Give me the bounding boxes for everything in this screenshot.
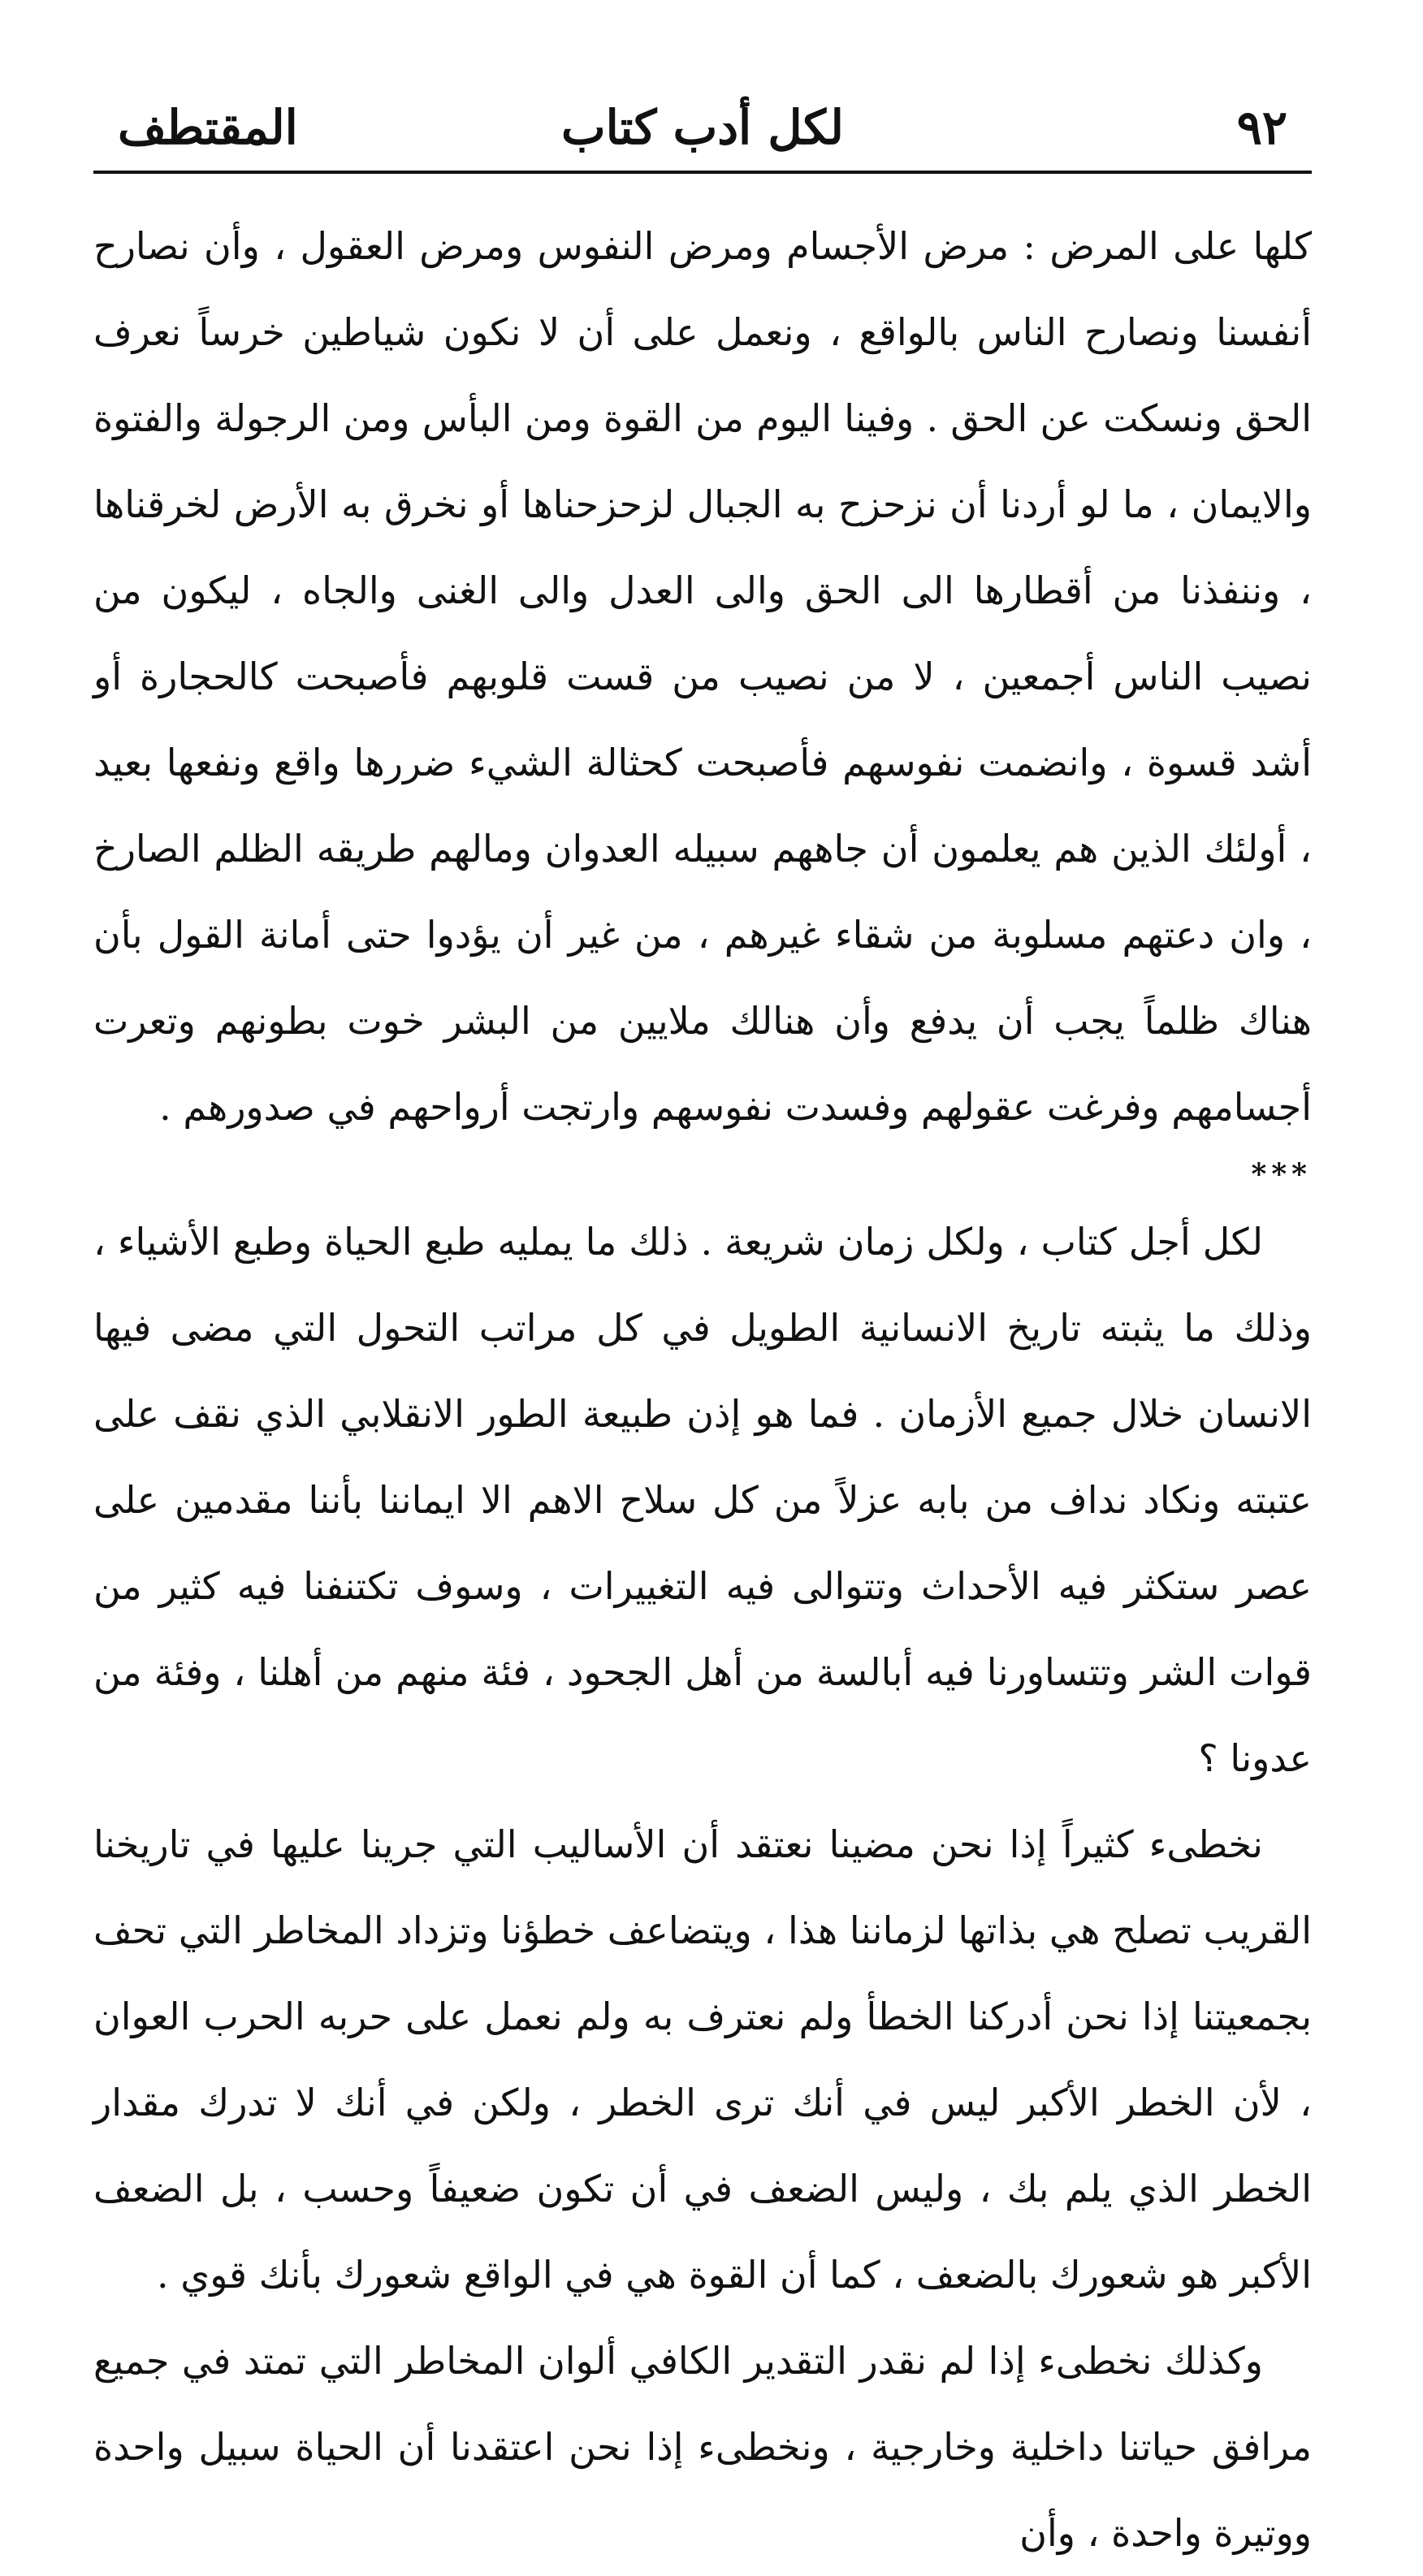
document-page	[93, 89, 1312, 2555]
paragraph: وكذلك نخطىء إذا لم نقدر التقدير الكافي ألوان المخاطر التي تمتد في جميع مرافق حياتنا داخلية وخارجية ، ونخطىء إذا نحن اعتقدنا أن الحياة سبيل واحدة ووتيرة واحدة ، وأن	[93, 2339, 1312, 2555]
article-body	[93, 203, 1312, 2576]
paragraph: كلها على المرض : مرض الأجسام ومرض النفوس ومرض العقول ، وأن نصارح أنفسنا ونصارح الناس بالواقع ، ونعمل على أن لا نكون شياطين خرساً نعرف الحق ونسكت عن الحق . وفينا اليوم من القوة ومن البأس ومن الرجولة والفتوة والايمان ، ما لو أردنا أن نزحزح به الجبال لزحزحناها أو نخرق به الأرض لخرقناها ، وننفذنا من أقطارها الى الحق والى العدل والى الغنى والجاه ، ليكون من نصيب الناس أجمعين ، لا من نصيب من قست قلوبهم فأصبحت كالحجارة أو أشد قسوة ، وانضمت نفوسهم فأصبحت كحثالة الشيء ضررها واقع ونفعها بعيد ، أولئك الذين هم يعلمون أن جاههم سبيله العدوان ومالهم طريقه الظلم الصارخ ، وان دعتهم مسلوبة من شقاء غيرهم ، من غير أن يؤدوا حتى أمانة القول بأن هناك ظلماً يجب أن يدفع وأن هنالك ملايين من البشر خوت بطونهم وتعرت أجسامهم وفرغت عقولهم وفسدت نفوسهم وارتجت أرواحهم في صدورهم .	[93, 224, 1312, 1129]
page-header	[93, 89, 1312, 174]
running-title: لكل أدب كتاب	[561, 100, 844, 155]
journal-name: المقتطف	[118, 100, 298, 155]
section-separator: ***	[1251, 1157, 1312, 1191]
paragraph: لكل أجل كتاب ، ولكل زمان شريعة . ذلك ما يمليه طبع الحياة وطبع الأشياء ، وذلك ما يثبته تاريخ الانسانية الطويل في كل مراتب التحول التي مضى فيها الانسان خلال جميع الأزمان . فما هو إذن طبيعة الطور الانقلابي الذي نقف على عتبته ونكاد نداف من بابه عزلاً من كل سلاح الاهم الا ايماننا بأننا مقدمين على عصر ستكثر فيه الأحداث وتتوالى فيه التغييرات ، وسوف تكتنفنا فيه كثير من قوات الشر وتتساورنا فيه أبالسة من أهل الجحود ، فئة منهم من أهلنا ، وفئة من عدونا ؟	[93, 1220, 1312, 1780]
paragraph: نخطىء كثيراً إذا نحن مضينا نعتقد أن الأساليب التي جرينا عليها في تاريخنا القريب تصلح هي بذاتها لزماننا هذا ، ويتضاعف خطؤنا وتزداد المخاطر التي تحف بجمعيتنا إذا نحن أدركنا الخطأ ولم نعترف به ولم نعمل على حربه الحرب العوان ، لأن الخطر الأكبر ليس في أنك ترى الخطر ، ولكن في أنك لا تدرك مقدار الخطر الذي يلم بك ، وليس الضعف في أن تكون ضعيفاً وحسب ، بل الضعف الأكبر هو شعورك بالضعف ، كما أن القوة هي في الواقع شعورك بأنك قوي .	[93, 1822, 1312, 2297]
page-number: ٩٢	[1236, 100, 1287, 155]
